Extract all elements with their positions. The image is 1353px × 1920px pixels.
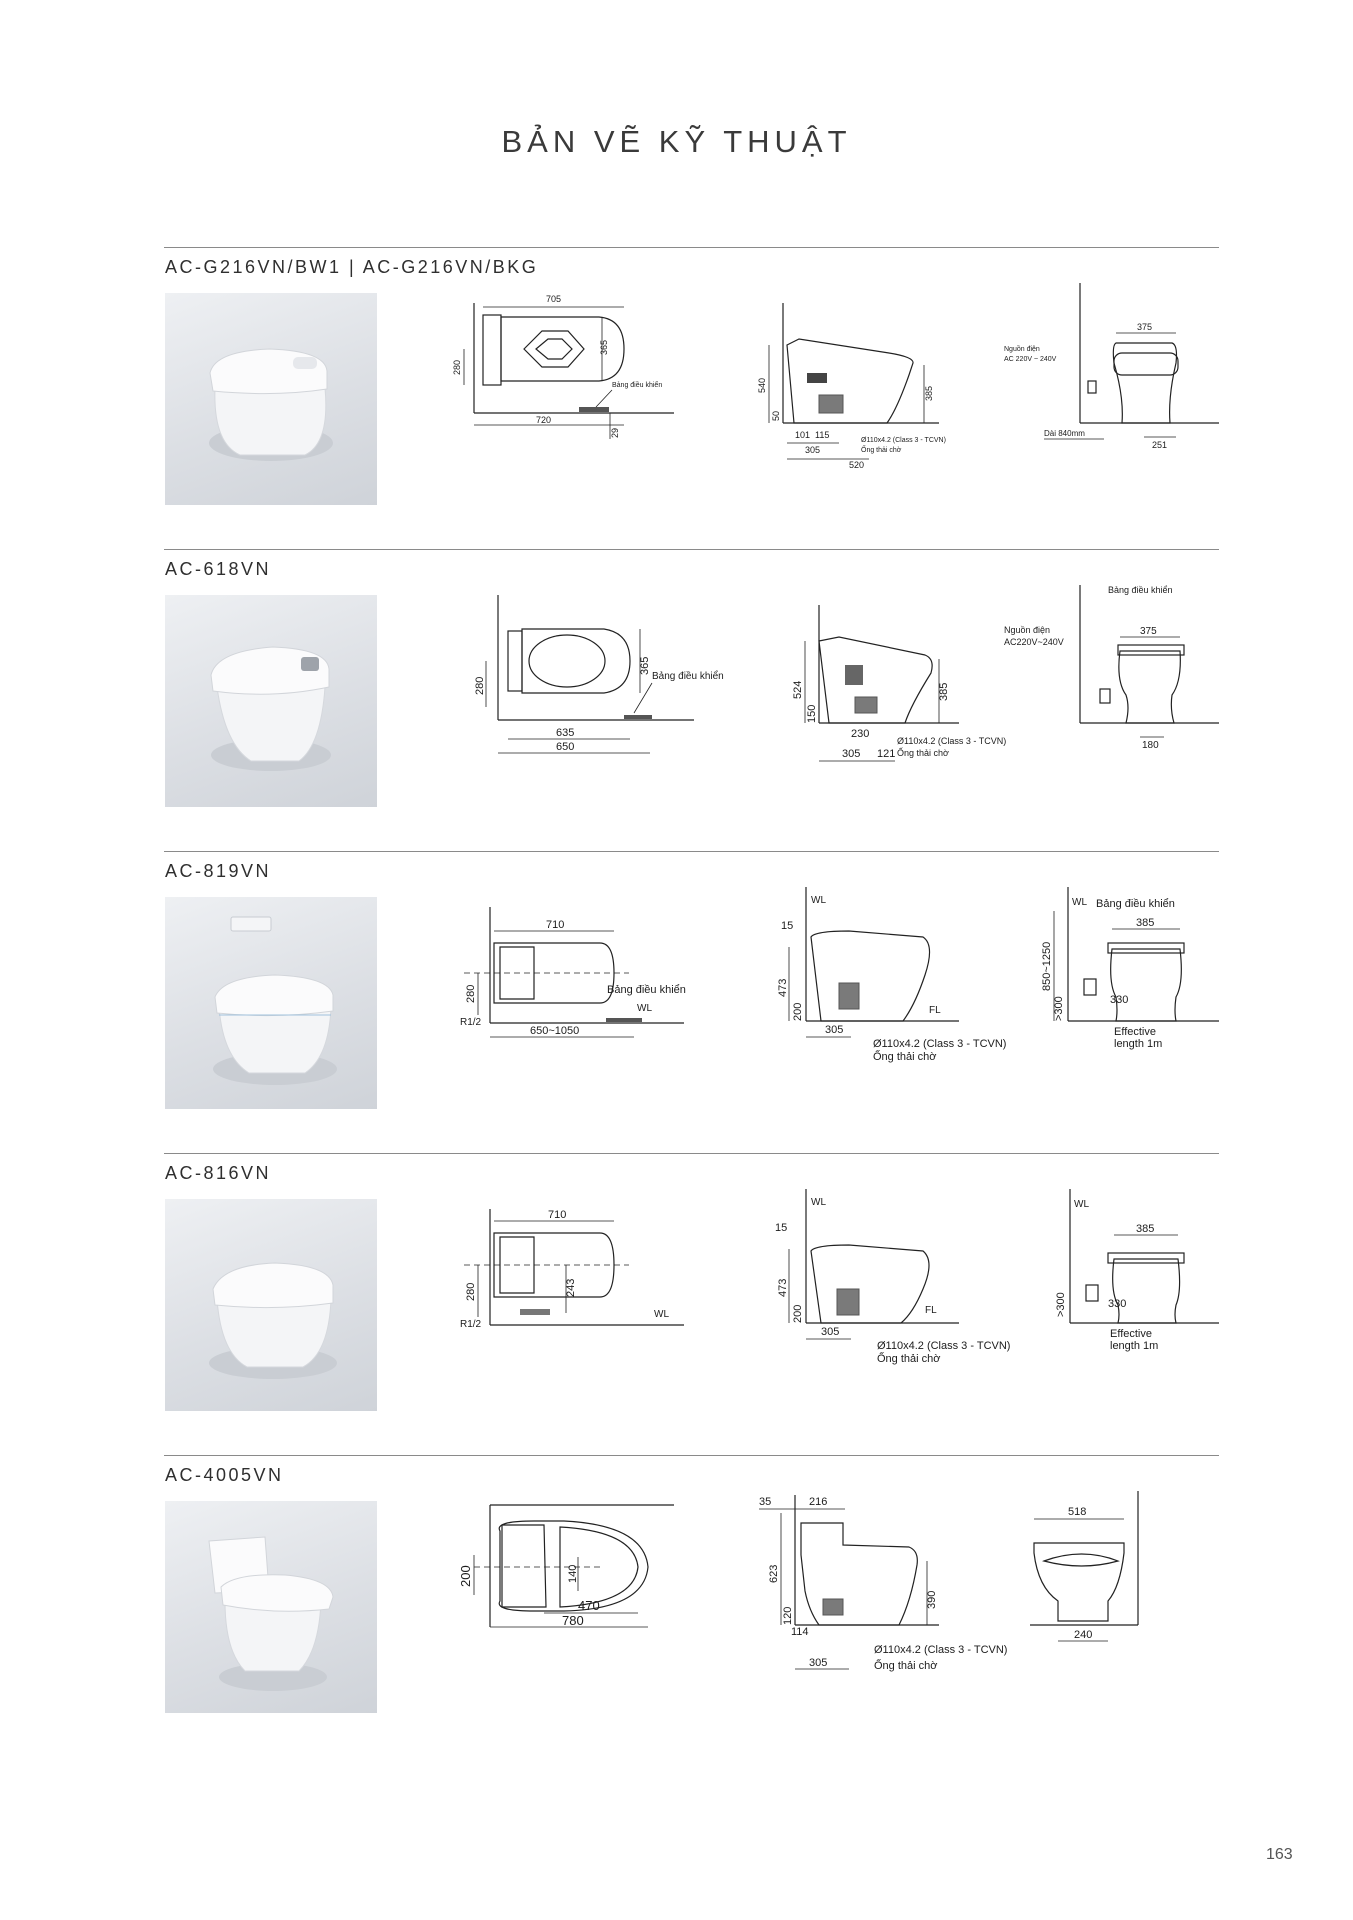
svg-text:>300: >300 [1055, 1292, 1067, 1317]
svg-text:473: 473 [777, 978, 789, 997]
svg-text:390: 390 [926, 1590, 938, 1609]
svg-text:305: 305 [825, 1024, 844, 1036]
svg-text:705: 705 [546, 294, 562, 304]
svg-text:Nguồn điện: Nguồn điện [1004, 346, 1040, 353]
product-photo [165, 1199, 377, 1411]
svg-text:15: 15 [781, 920, 794, 932]
top-view-drawing [434, 1491, 724, 1741]
svg-text:200: 200 [792, 1304, 804, 1323]
toilet-photo-icon [165, 293, 377, 505]
svg-text:623: 623 [768, 1564, 780, 1583]
section-divider [164, 1455, 1219, 1456]
svg-text:Dài 840mm: Dài 840mm [1044, 429, 1085, 438]
svg-text:710: 710 [548, 1209, 567, 1221]
svg-text:50: 50 [771, 410, 781, 421]
svg-text:Nguồn điện: Nguồn điện [1004, 625, 1051, 635]
svg-text:FL: FL [925, 1305, 937, 1316]
toilet-photo-icon [165, 1199, 377, 1411]
side-view-drawing [739, 887, 1007, 1137]
side-view-drawing [739, 585, 1007, 835]
product-section-ac-4005vn [164, 1455, 1219, 1755]
side-view-drawing [739, 1491, 1008, 1741]
top-view-drawing [434, 1189, 724, 1439]
svg-text:200: 200 [792, 1002, 804, 1021]
svg-text:850~1250: 850~1250 [1041, 941, 1053, 991]
svg-text:251: 251 [1152, 440, 1168, 450]
svg-text:280: 280 [465, 1282, 477, 1301]
svg-text:540: 540 [757, 377, 767, 393]
svg-text:365: 365 [639, 656, 651, 675]
toilet-photo-icon [165, 1501, 377, 1713]
svg-text:305: 305 [809, 1657, 828, 1669]
svg-text:Bảng điều khiển: Bảng điều khiển [607, 984, 686, 996]
svg-text:114: 114 [791, 1626, 809, 1638]
section-divider [164, 1153, 1219, 1154]
side-view-drawing [739, 1189, 1011, 1439]
page-title: BẢN VẼ KỸ THUẬT [501, 124, 852, 159]
svg-text:15: 15 [775, 1222, 788, 1234]
svg-text:length 1m: length 1m [1114, 1038, 1163, 1050]
svg-text:240: 240 [1074, 1629, 1093, 1641]
product-photo [165, 897, 377, 1109]
svg-text:243: 243 [565, 1278, 577, 1297]
svg-text:101: 101 [795, 430, 811, 440]
svg-text:Ống thải chờ: Ống thải chờ [861, 447, 902, 454]
svg-text:230: 230 [851, 728, 870, 740]
svg-text:R1/2: R1/2 [460, 1017, 482, 1028]
svg-text:WL: WL [654, 1309, 669, 1320]
product-section-ac-816vn [164, 1153, 1219, 1453]
svg-text:375: 375 [1140, 626, 1157, 637]
svg-text:Effective: Effective [1114, 1026, 1156, 1038]
top-view-drawing [464, 585, 724, 835]
svg-text:WL: WL [1072, 897, 1087, 908]
svg-text:Bảng điều khiển: Bảng điều khiển [1108, 585, 1173, 595]
svg-text:WL: WL [1074, 1199, 1089, 1210]
svg-text:473: 473 [777, 1278, 789, 1297]
toilet-photo-icon [165, 595, 377, 807]
svg-text:140: 140 [567, 1564, 579, 1583]
svg-text:121: 121 [877, 748, 896, 760]
svg-text:Bảng điều khiển: Bảng điều khiển [612, 382, 663, 389]
model-name: AC-816VN [165, 1163, 272, 1183]
svg-text:Ống thải chờ: Ống thải chờ [873, 1051, 937, 1063]
page-number: 163 [1266, 1846, 1293, 1863]
product-section-ac-g216vn [164, 247, 1219, 547]
svg-text:Bảng điều khiển: Bảng điều khiển [652, 671, 724, 682]
model-name: AC-G216VN/BW1 | AC-G216VN/BKG [165, 257, 539, 277]
svg-text:180: 180 [1142, 740, 1159, 751]
svg-text:120: 120 [782, 1606, 794, 1625]
front-view-drawing [1004, 1189, 1219, 1439]
svg-text:Ø110x4.2 (Class 3 - TCVN): Ø110x4.2 (Class 3 - TCVN) [861, 437, 946, 444]
svg-text:35: 35 [759, 1496, 772, 1508]
svg-text:385: 385 [924, 385, 934, 401]
svg-text:216: 216 [809, 1496, 828, 1508]
svg-text:650~1050: 650~1050 [530, 1025, 580, 1037]
svg-text:Ø110x4.2 (Class 3 - TCVN): Ø110x4.2 (Class 3 - TCVN) [877, 1340, 1011, 1352]
svg-text:710: 710 [546, 919, 565, 931]
svg-text:AC 220V ~ 240V: AC 220V ~ 240V [1004, 356, 1057, 363]
svg-text:>300: >300 [1053, 996, 1065, 1021]
svg-text:WL: WL [637, 1003, 652, 1014]
toilet-photo-icon [165, 897, 377, 1109]
svg-text:115: 115 [815, 430, 830, 440]
svg-text:Effective: Effective [1110, 1328, 1152, 1340]
product-section-ac-618vn [164, 549, 1219, 849]
svg-text:WL: WL [811, 1197, 826, 1208]
section-divider [164, 247, 1219, 248]
front-view-drawing [1004, 283, 1219, 533]
svg-text:635: 635 [556, 727, 575, 739]
svg-text:Ống thải chờ: Ống thải chờ [874, 1660, 938, 1672]
svg-text:Ống thải chờ: Ống thải chờ [897, 748, 949, 758]
svg-text:365: 365 [599, 339, 609, 355]
model-name: AC-4005VN [165, 1465, 284, 1485]
side-view-drawing [739, 283, 999, 533]
svg-text:305: 305 [821, 1326, 840, 1338]
svg-text:280: 280 [474, 676, 486, 695]
svg-text:Ø110x4.2 (Class 3 - TCVN): Ø110x4.2 (Class 3 - TCVN) [897, 736, 1007, 746]
svg-text:305: 305 [842, 748, 861, 760]
svg-text:150: 150 [806, 704, 818, 723]
svg-text:524: 524 [792, 680, 804, 699]
svg-text:720: 720 [536, 415, 552, 425]
front-view-drawing [1004, 585, 1219, 835]
svg-text:WL: WL [811, 895, 826, 906]
front-view-drawing [1004, 887, 1219, 1137]
svg-text:305: 305 [805, 445, 821, 455]
svg-text:518: 518 [1068, 1506, 1087, 1518]
model-name: AC-618VN [165, 559, 272, 579]
front-view-drawing [1004, 1491, 1219, 1741]
svg-text:Bảng điều khiển: Bảng điều khiển [1096, 898, 1175, 910]
svg-text:280: 280 [465, 984, 477, 1003]
svg-text:375: 375 [1137, 322, 1153, 332]
svg-text:29: 29 [610, 427, 620, 438]
product-photo [165, 595, 377, 807]
svg-text:385: 385 [1136, 917, 1155, 929]
svg-text:Ø110x4.2 (Class 3 - TCVN): Ø110x4.2 (Class 3 - TCVN) [873, 1038, 1007, 1050]
svg-text:780: 780 [562, 1613, 584, 1628]
model-name: AC-819VN [165, 861, 272, 881]
svg-text:Ø110x4.2 (Class 3 - TCVN): Ø110x4.2 (Class 3 - TCVN) [874, 1644, 1008, 1656]
top-view-drawing [434, 887, 724, 1137]
svg-text:FL: FL [929, 1005, 941, 1016]
svg-text:520: 520 [849, 460, 865, 470]
svg-text:470: 470 [578, 1598, 600, 1613]
svg-text:330: 330 [1110, 994, 1129, 1006]
svg-text:385: 385 [1136, 1223, 1155, 1235]
svg-text:Ống thải chờ: Ống thải chờ [877, 1353, 941, 1365]
top-view-drawing [452, 283, 714, 533]
svg-text:AC220V~240V: AC220V~240V [1004, 637, 1064, 647]
svg-text:R1/2: R1/2 [460, 1319, 482, 1330]
section-divider [164, 851, 1219, 852]
product-photo [165, 293, 377, 505]
product-photo [165, 1501, 377, 1713]
svg-text:330: 330 [1108, 1298, 1127, 1310]
svg-text:650: 650 [556, 741, 575, 753]
svg-text:385: 385 [938, 682, 950, 701]
svg-text:200: 200 [458, 1565, 473, 1587]
svg-text:length 1m: length 1m [1110, 1340, 1159, 1352]
product-section-ac-819vn [164, 851, 1219, 1151]
svg-text:280: 280 [452, 359, 462, 375]
section-divider [164, 549, 1219, 550]
